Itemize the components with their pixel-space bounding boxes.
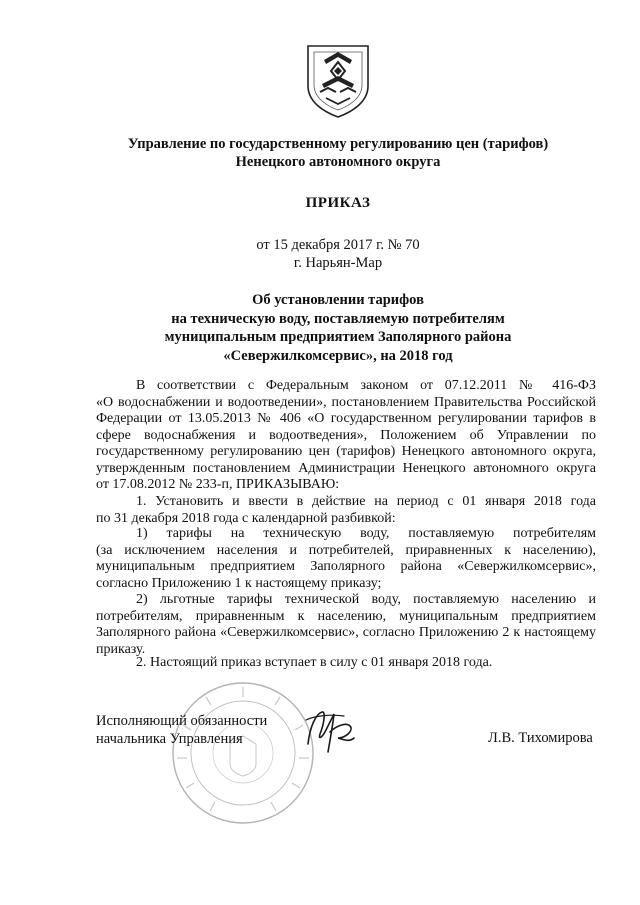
handwritten-signature-icon [300, 704, 358, 762]
body-line: сфере водоснабжения и водоотведения», Положением об Управлении по [96, 427, 596, 443]
body-line: от 17.08.2012 № 233-п, ПРИКАЗЫВАЮ: [96, 477, 340, 492]
order-item-2 [96, 655, 596, 672]
subject-line: муниципальным предприятием Заполярного района [164, 329, 512, 345]
document-type: ПРИКАЗ [305, 195, 371, 211]
body-line: потребителям, приравненным к населению, муниципальным предприятием [96, 608, 596, 624]
subject-line: на техническую воду, поставляемую потребителям [171, 310, 505, 327]
signatory-position-line: Исполняющий обязанности [96, 713, 268, 729]
body-line: «О водоснабжении и водоотведении», постановлением Правительства Российской [96, 394, 596, 410]
order-subitem-1 [96, 526, 596, 592]
body-line: 2. Настоящий приказ вступает в силу с 01 января 2018 года. [136, 655, 493, 670]
body-line: 1) тарифы на техническую воду, поставляемую потребителям [136, 526, 596, 541]
subject-line: Об установлении тарифов [252, 292, 424, 308]
coat-of-arms-icon [302, 40, 374, 120]
order-item-1 [96, 494, 596, 527]
document-city: г. Нарьян-Мар [293, 255, 383, 271]
body-line: (за исключением населения и потребителей, приравненных к населению), [96, 542, 596, 558]
round-seal-icon [168, 678, 318, 828]
preamble-paragraph [96, 378, 596, 494]
body-line: государственному регулированию цен (тарифов) Ненецкого автономного округа, [96, 444, 596, 459]
body-line: по 31 декабря 2018 года с календарной разбивкой: [96, 510, 396, 526]
body-line: Заполярного района «Севержилкомсервис», согласно Приложению 2 к настоящему [96, 625, 596, 640]
body-line: приказу. [96, 641, 146, 657]
subject-line: «Севержилкомсервис», на 2018 год [223, 347, 453, 364]
organization-name: Управление по государственному регулированию цен (тарифов) [127, 136, 549, 152]
signatory-position-line: начальника Управления [96, 731, 243, 747]
body-line: муниципальным предприятием Заполярного района «Севержилкомсервис», [96, 559, 596, 574]
organization-region: Ненецкого автономного округа [235, 154, 441, 170]
document-date-number: от 15 декабря 2017 г. № 70 [256, 237, 420, 253]
body-line: В соответствии с Федеральным законом от 07.12.2011 № 416-ФЗ [136, 378, 596, 393]
body-line: Федерации от 13.05.2013 № 406 «О государственном регулировании тарифов в [96, 411, 596, 426]
body-line: утвержденным постановлением Администрации Ненецкого автономного округа [96, 460, 596, 476]
body-line: согласно Приложению 1 к настоящему приказу; [96, 575, 382, 591]
signatory-name: Л.В. Тихомирова [488, 730, 593, 746]
body-line: 2) льготные тарифы технической воду, поставляемую населению и [136, 592, 596, 607]
signatory-position [96, 712, 267, 748]
order-subitem-2 [96, 592, 596, 658]
body-line: 1. Установить и ввести в действие на период с 01 января 2018 года [136, 494, 596, 509]
